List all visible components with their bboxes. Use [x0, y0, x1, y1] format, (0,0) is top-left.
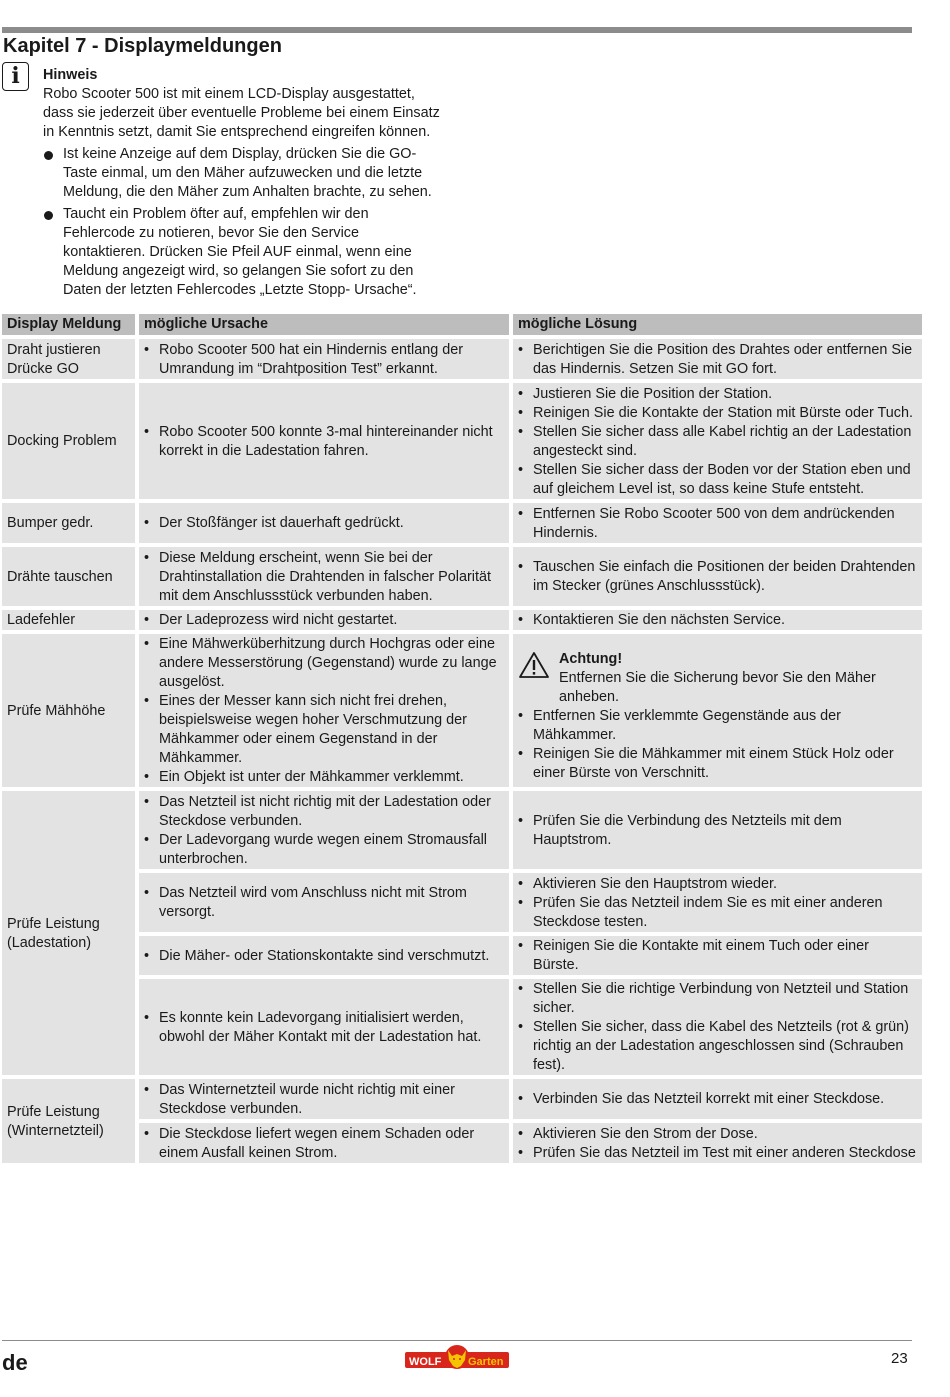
chapter-title: Kapitel 7 - Displaymeldungen: [3, 35, 282, 57]
cause-item: • Der Ladeprozess wird nicht gestartet.: [144, 611, 504, 630]
solution-item: • Stellen Sie sicher, dass die Kabel des Netzteils (rot & grün) richtig an der Ladestation angeschlossen sind (Schrauben fest).: [518, 1018, 917, 1075]
cause-cell: [139, 1079, 509, 1119]
message-cell: Prüfe Leistung (Winternetzteil): [2, 1079, 135, 1163]
top-rule: [2, 27, 912, 33]
cause-cell: [139, 547, 509, 606]
footer-rule: [2, 1340, 912, 1341]
cause-cell: [139, 383, 509, 499]
solution-item: • Aktivieren Sie den Hauptstrom wieder.: [518, 875, 917, 894]
solution-item: • Prüfen Sie die Verbindung des Netzteils mit dem Hauptstrom.: [518, 812, 917, 850]
info-icon: i: [2, 62, 29, 91]
note-list: [43, 145, 443, 300]
cause-item: • Robo Scooter 500 konnte 3-mal hintereinander nicht korrekt in die Ladestation fahren.: [144, 423, 504, 461]
logo-wolf-text: WOLF: [409, 1356, 442, 1368]
message-cell: Draht justieren Drücke GO: [2, 339, 135, 379]
message-cell: Prüfe Leistung (Ladestation): [2, 791, 135, 1075]
solution-cell: [513, 547, 922, 606]
cause-item: • Die Steckdose liefert wegen einem Schaden oder einem Ausfall keinen Strom.: [144, 1125, 504, 1163]
table-row: [2, 503, 922, 543]
message-cell: Bumper gedr.: [2, 503, 135, 543]
message-cell: Ladefehler: [2, 610, 135, 630]
message-cell: Drähte tauschen: [2, 547, 135, 606]
solution-item: • Kontaktieren Sie den nächsten Service.: [518, 611, 917, 630]
note-text: Robo Scooter 500 ist mit einem LCD-Display ausgestattet, dass sie jederzeit über eventuelle Probleme bei einem Einsatz in Kenntnis setzt, damit Sie entsprechend eingreifen können.: [43, 86, 440, 140]
table-row: [2, 936, 922, 975]
solution-cell: [513, 873, 922, 932]
solution-cell: [513, 936, 922, 975]
cause-cell: [139, 1123, 509, 1163]
cause-item: • Der Ladevorgang wurde wegen einem Stromausfall unterbrochen.: [144, 831, 504, 869]
table-row: [2, 1079, 922, 1119]
table-row: [2, 1123, 922, 1163]
solution-item: • Stellen Sie sicher dass der Boden vor der Station eben und auf gleichem Level ist, so dass keine Stufe entsteht.: [518, 461, 917, 499]
cause-cell: [139, 791, 509, 869]
cause-item: • Das Winternetzteil wurde nicht richtig mit einer Steckdose verbunden.: [144, 1081, 504, 1119]
wolf-head-icon: [445, 1345, 469, 1369]
message-cell: Prüfe Mähhöhe: [2, 634, 135, 787]
table-row: [2, 383, 922, 499]
cause-item: • Es konnte kein Ladevorgang initialisiert werden, obwohl der Mäher Kontakt mit der Ladestation hat.: [144, 1009, 504, 1047]
table-row: [2, 547, 922, 606]
solution-item: • Verbinden Sie das Netzteil korrekt mit einer Steckdose.: [518, 1090, 917, 1109]
solution-item: • Aktivieren Sie den Strom der Dose.: [518, 1125, 917, 1144]
cause-item: • Diese Meldung erscheint, wenn Sie bei der Drahtinstallation die Drahtenden in falscher Polarität mit dem Anschlussstück verbunden haben.: [144, 549, 504, 606]
warning-note: [518, 650, 917, 707]
solution-item: • Entfernen Sie Robo Scooter 500 von dem andrückenden Hindernis.: [518, 505, 917, 543]
page-number: 23: [891, 1350, 908, 1367]
cause-item: • Die Mäher- oder Stationskontakte sind verschmutzt.: [144, 947, 504, 966]
solution-cell: [513, 1079, 922, 1119]
solution-item: • Reinigen Sie die Mähkammer mit einem Stück Holz oder einer Bürste von Verschnitt.: [518, 745, 917, 783]
cause-item: • Der Stoßfänger ist dauerhaft gedrückt.: [144, 514, 504, 533]
cause-cell: [139, 610, 509, 630]
header-solution: mögliche Lösung: [513, 314, 922, 335]
header-cause: mögliche Ursache: [139, 314, 509, 335]
solution-cell: [513, 791, 922, 869]
cause-item: • Eines der Messer kann sich nicht frei drehen, beispielsweise wegen hoher Verschmutzung der Mähkammer oder einem Gegenstand in der Mähkammer.: [144, 692, 504, 768]
note-title: Hinweis: [43, 67, 98, 83]
cause-cell: [139, 979, 509, 1075]
table-row: [2, 979, 922, 1075]
solution-cell: [513, 383, 922, 499]
cause-cell: [139, 339, 509, 379]
cause-cell: [139, 936, 509, 975]
display-messages-table: [0, 310, 926, 1167]
table-row: [2, 610, 922, 630]
solution-item: • Berichtigen Sie die Position des Drahtes oder entfernen Sie das Hindernis. Setzen Sie mit GO fort.: [518, 341, 917, 379]
cause-item: • Robo Scooter 500 hat ein Hindernis entlang der Umrandung im “Drahtposition Test” erkannt.: [144, 341, 504, 379]
solution-item: • Justieren Sie die Position der Station.: [518, 385, 917, 404]
cause-item: • Das Netzteil ist nicht richtig mit der Ladestation oder Steckdose verbunden.: [144, 793, 504, 831]
table-row: [2, 339, 922, 379]
solution-cell: [513, 503, 922, 543]
cause-item: • Das Netzteil wird vom Anschluss nicht mit Strom versorgt.: [144, 884, 504, 922]
solution-item: • Tauschen Sie einfach die Positionen der beiden Drahtenden im Stecker (grünes Anschlussstück).: [518, 558, 917, 596]
table-header-row: [2, 314, 922, 335]
language-code: de: [2, 1350, 28, 1375]
solution-item: • Stellen Sie sicher dass alle Kabel richtig an der Ladestation angesteckt sind.: [518, 423, 917, 461]
solution-cell: [513, 1123, 922, 1163]
cause-item: • Eine Mähwerküberhitzung durch Hochgras oder eine andere Messerstörung (Gegenstand) wurde zu lange ausgelöst.: [144, 635, 504, 692]
solution-item: • Reinigen Sie die Kontakte mit einem Tuch oder einer Bürste.: [518, 937, 917, 975]
note-box: [43, 66, 443, 303]
table-row: [2, 873, 922, 932]
solution-item: • Stellen Sie die richtige Verbindung von Netzteil und Station sicher.: [518, 980, 917, 1018]
cause-cell: [139, 873, 509, 932]
logo-garten-text: Garten: [468, 1356, 504, 1368]
cause-cell: [139, 503, 509, 543]
wolf-garten-logo: [405, 1344, 509, 1374]
solution-item: • Entfernen Sie verklemmte Gegenstände aus der Mähkammer.: [518, 707, 917, 745]
solution-cell: [513, 634, 922, 787]
note-bullet: Taucht ein Problem öfter auf, empfehlen wir den Fehlercode zu notieren, bevor Sie den Service kontaktieren. Drücken Sie Pfeil AUF einmal, wenn eine Meldung angezeigt wird, so gelangen Sie sofort zu den Daten der letzten Fehlercodes „Letzte Stopp- Ursache“.: [43, 205, 443, 300]
solution-item: • Reinigen Sie die Kontakte der Station mit Bürste oder Tuch.: [518, 404, 917, 423]
solution-item: • Prüfen Sie das Netzteil indem Sie es mit einer anderen Steckdose testen.: [518, 894, 917, 932]
solution-cell: [513, 610, 922, 630]
table-row: [2, 791, 922, 869]
solution-cell: [513, 339, 922, 379]
cause-item: • Ein Objekt ist unter der Mähkammer verklemmt.: [144, 768, 504, 787]
table-row: [2, 634, 922, 787]
message-cell: Docking Problem: [2, 383, 135, 499]
solution-cell: [513, 979, 922, 1075]
warning-triangle-icon: [518, 651, 550, 679]
note-bullet: Ist keine Anzeige auf dem Display, drücken Sie die GO-Taste einmal, um den Mäher aufzuwecken und die letzte Meldung, die den Mäher zum Anhalten brachte, zu sehen.: [43, 145, 443, 202]
cause-cell: [139, 634, 509, 787]
header-display-message: Display Meldung: [2, 314, 135, 335]
warning-text: Entfernen Sie die Sicherung bevor Sie den Mäher anheben.: [559, 669, 876, 705]
solution-item: • Prüfen Sie das Netzteil im Test mit einer anderen Steckdose: [518, 1144, 917, 1163]
warning-title: Achtung!: [559, 650, 623, 667]
